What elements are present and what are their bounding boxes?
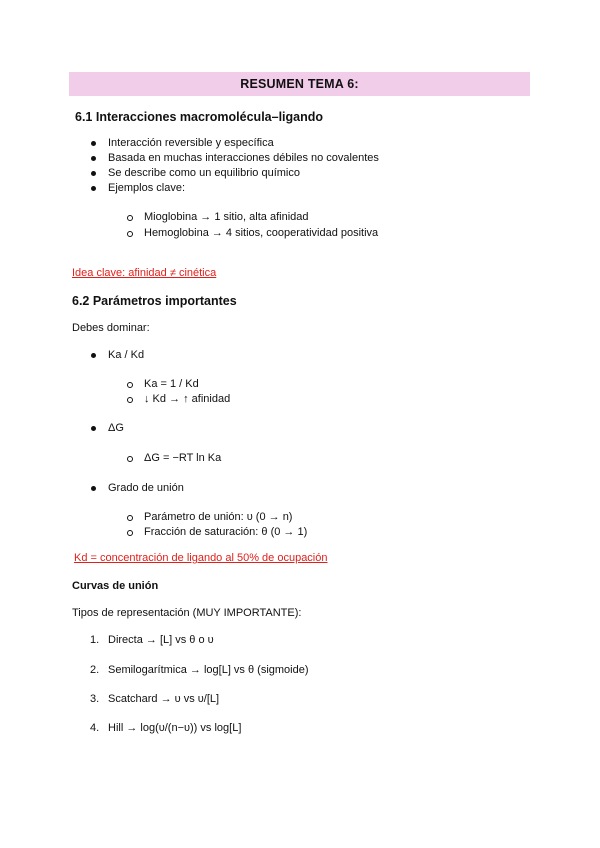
bullet-dot <box>91 171 96 176</box>
numbered-item: Directa → [L] vs θ o υ <box>108 634 214 646</box>
bullet-item: Basada en muchas interacciones débiles no covalentes <box>108 152 379 164</box>
numbered-item: Hill → log(υ/(n−υ)) vs log[L] <box>108 722 242 734</box>
sub-bullet-circle <box>127 231 133 237</box>
sub-bullet-item: Fracción de saturación: θ (0 → 1) <box>144 526 308 538</box>
bullet-dot <box>91 156 96 161</box>
sub-bullet-item: Parámetro de unión: υ (0 → n) <box>144 511 293 523</box>
parameter-item: ΔG <box>108 422 124 434</box>
sub-bullet-item: Ka = 1 / Kd <box>144 378 199 390</box>
page-title: RESUMEN TEMA 6: <box>240 77 359 91</box>
sub-bullet-item: ↓ Kd → ↑ afinidad <box>144 393 231 405</box>
bullet-dot <box>91 426 96 431</box>
section-heading-6-1: 6.1 Interacciones macromolécula–ligando <box>75 110 324 124</box>
intro-text: Tipos de representación (MUY IMPORTANTE): <box>72 607 302 619</box>
sub-bullet-circle <box>127 515 133 521</box>
section-heading-6-2: 6.2 Parámetros importantes <box>72 294 237 308</box>
list-number: 3. <box>90 693 100 705</box>
sub-bullet-circle <box>127 530 133 536</box>
sub-bullet-item: ΔG = −RT ln Ka <box>144 452 222 464</box>
bullet-dot <box>91 186 96 191</box>
bullet-item: Se describe como un equilibrio químico <box>108 167 300 179</box>
bullet-dot <box>91 141 96 146</box>
sub-bullet-circle <box>127 397 133 403</box>
bullet-item: Interacción reversible y específica <box>108 137 274 149</box>
sub-bullet-circle <box>127 215 133 221</box>
key-idea-note: Idea clave: afinidad ≠ cinética <box>72 267 217 279</box>
numbered-item: Scatchard → υ vs υ/[L] <box>108 693 220 705</box>
sub-bullet-circle <box>127 382 133 388</box>
list-number: 1. <box>90 634 100 646</box>
bullet-dot <box>91 353 96 358</box>
sub-bullet-circle <box>127 456 133 462</box>
list-number: 2. <box>90 664 100 676</box>
title-bar <box>69 72 530 96</box>
sub-bullet-item: Hemoglobina → 4 sitios, cooperatividad positiva <box>144 227 379 239</box>
intro-text: Debes dominar: <box>72 322 150 334</box>
parameter-item: Grado de unión <box>108 482 184 494</box>
section-heading-curvas: Curvas de unión <box>72 580 159 592</box>
bullet-item: Ejemplos clave: <box>108 182 186 194</box>
numbered-item: Semilogarítmica → log[L] vs θ (sigmoide) <box>108 664 309 676</box>
parameter-item: Ka / Kd <box>108 349 145 361</box>
bullet-dot <box>91 486 96 491</box>
list-number: 4. <box>90 722 100 734</box>
kd-definition-note: Kd = concentración de ligando al 50% de ocupación <box>74 552 328 564</box>
sub-bullet-item: Mioglobina → 1 sitio, alta afinidad <box>144 211 309 223</box>
